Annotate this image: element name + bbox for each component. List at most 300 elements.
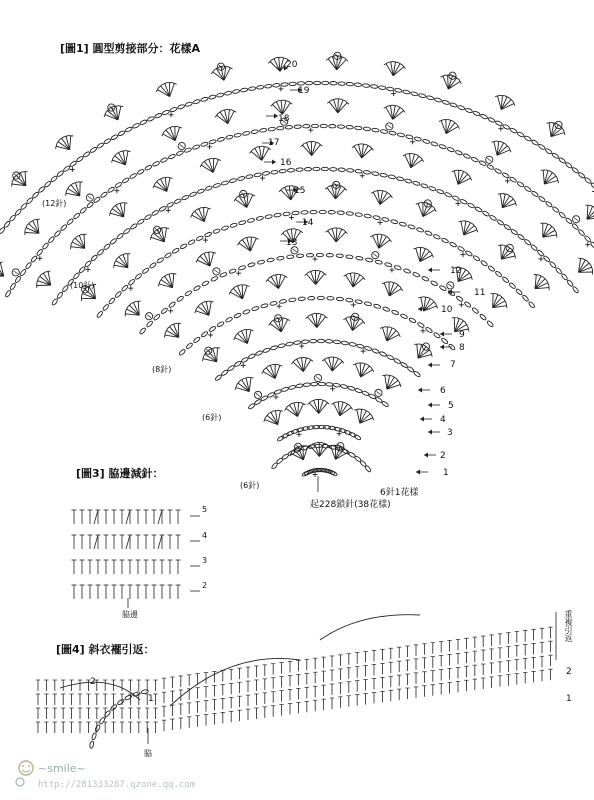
chain-stitch [193, 336, 201, 343]
chain-stitch [200, 97, 208, 102]
chain-stitch [417, 322, 425, 329]
chain-stitch [137, 169, 145, 175]
double-crochet-stitch [266, 368, 275, 379]
double-crochet-stitch [161, 86, 170, 97]
chain-stitch [196, 235, 204, 241]
double-crochet-stitch [385, 375, 387, 389]
stitch-top [114, 263, 115, 268]
decrease-stitch [126, 510, 130, 524]
chain-stitch [281, 387, 289, 392]
chain-stitch [200, 142, 208, 147]
chain-stitch [247, 262, 255, 267]
chain-stitch [486, 320, 494, 327]
chain-stitch [515, 288, 523, 295]
chain-stitch [159, 206, 167, 212]
double-crochet-stitch [306, 274, 315, 285]
chain-stitch [296, 168, 303, 172]
chain-stitch [450, 102, 458, 108]
fig1-row-label-15: 15 [294, 186, 306, 196]
arrow-head-icon [418, 307, 422, 312]
chain-stitch [100, 191, 108, 198]
double-crochet-stitch [275, 365, 280, 378]
chain-stitch [217, 137, 225, 142]
chain-stitch [122, 177, 130, 184]
double-crochet-stitch [243, 286, 248, 299]
double-crochet-stitch [458, 174, 468, 184]
fig1-row-label-9: 9 [459, 330, 465, 340]
chain-stitch [205, 185, 213, 191]
chain-stitch [305, 81, 312, 85]
stitch-top [503, 194, 508, 195]
chain-stitch [378, 85, 386, 89]
chain-stitch [552, 206, 560, 213]
chain-stitch [403, 268, 411, 274]
chain-stitch [452, 195, 460, 201]
chain-stitch [298, 297, 305, 301]
double-crochet-stitch [307, 143, 312, 156]
chain-stitch [152, 161, 160, 167]
chain-stitch [488, 117, 496, 123]
chain-stitch [240, 88, 248, 93]
chain-stitch [407, 366, 415, 373]
chain-stitch [97, 249, 105, 256]
chain-stitch [340, 384, 348, 389]
arrow-head-icon [428, 268, 432, 273]
chain-stitch [584, 235, 591, 243]
stitch-top [384, 62, 388, 65]
chain-stitch [394, 265, 402, 271]
chain-stitch [473, 255, 481, 262]
chain-stitch [217, 321, 225, 328]
chain-stitch [441, 238, 449, 244]
double-crochet-stitch [29, 224, 39, 234]
double-crochet-stitch [108, 111, 118, 120]
double-crochet-stitch [210, 253, 214, 266]
stitch-top [496, 141, 501, 142]
double-crochet-stitch [500, 194, 502, 208]
chain-stitch [346, 211, 354, 215]
chain-stitch [278, 343, 286, 348]
chain-stitch [584, 177, 592, 184]
chain-stitch [321, 167, 328, 171]
chain-stitch [154, 113, 162, 119]
stitch-top [546, 170, 551, 171]
chain-stitch [472, 307, 480, 314]
double-crochet-stitch [126, 151, 128, 165]
stitch-top [273, 410, 278, 411]
double-crochet-stitch [278, 411, 281, 425]
stitch-top [204, 301, 209, 302]
stitch-top [309, 358, 313, 361]
stitch-top [356, 144, 361, 145]
stitch-top [384, 235, 388, 238]
stitch-top [375, 234, 380, 235]
double-crochet-stitch [293, 362, 303, 371]
chain-stitch [471, 157, 479, 163]
chain-stitch [90, 254, 98, 261]
stitch-top [165, 333, 166, 338]
double-crochet-stitch [389, 285, 398, 296]
stitch-top [35, 219, 40, 220]
stitch-top [412, 154, 417, 155]
chain-stitch [496, 219, 504, 226]
double-crochet-stitch [195, 211, 205, 221]
stitch-top [326, 57, 330, 60]
double-crochet-stitch [454, 171, 458, 184]
fig1-row-label-13: 13 [286, 238, 298, 248]
chain-stitch [125, 126, 133, 132]
chain-stitch [251, 129, 259, 134]
chain-stitch [118, 130, 126, 136]
stitch-top [289, 229, 294, 230]
stitch-top [111, 207, 114, 211]
chain-stitch [338, 82, 345, 86]
chain-stitch [83, 151, 91, 158]
double-crochet-stitch [384, 283, 389, 296]
stitch-top [336, 402, 341, 403]
chain-stitch [76, 156, 84, 163]
chain-stitch [465, 250, 473, 257]
chain-stitch [517, 181, 525, 188]
chain-stitch [234, 361, 242, 368]
chain-stitch [281, 82, 288, 86]
stitch-top [392, 376, 396, 379]
chain-stitch [486, 164, 494, 170]
chain-stitch [274, 213, 282, 217]
chain-stitch [303, 383, 311, 387]
chain-stitch [346, 125, 353, 129]
chain-stitch [380, 173, 388, 178]
chain-stitch [467, 202, 475, 208]
chain-stitch [91, 732, 97, 740]
picot-mark [557, 123, 561, 126]
fig1-row-label-3: 3 [447, 428, 453, 438]
chain-stitch [289, 82, 296, 86]
chain-stitch [9, 214, 16, 222]
chain-stitch [215, 374, 223, 381]
chain-stitch [346, 168, 353, 172]
chain-stitch [341, 341, 349, 345]
chain-stitch [210, 276, 218, 282]
double-crochet-stitch [420, 251, 429, 261]
stitch-top [118, 106, 123, 107]
chain-stitch [363, 127, 371, 131]
chain-stitch [139, 119, 147, 125]
stitch-top [167, 274, 172, 275]
chain-stitch [274, 389, 282, 395]
stitch-top [354, 409, 359, 410]
chain-stitch [502, 276, 510, 283]
chain-stitch [254, 173, 262, 178]
double-crochet-stitch [314, 400, 319, 413]
chain-stitch [142, 267, 150, 274]
stitch-top [218, 111, 222, 114]
chain-stitch [242, 131, 250, 136]
chain-stitch [380, 129, 388, 134]
double-crochet-stitch [334, 100, 338, 113]
double-crochet-stitch [217, 348, 218, 362]
double-crochet-stitch [328, 59, 337, 70]
fig3-edge-label: 脇邊 [122, 610, 138, 619]
chain-stitch [555, 267, 562, 275]
chain-stitch [256, 216, 264, 221]
chain-stitch [296, 383, 304, 388]
picot-mark [424, 345, 428, 348]
chain-stitch [216, 93, 224, 98]
stitch-top [279, 100, 284, 101]
stitch-top [66, 191, 67, 196]
double-crochet-stitch [272, 105, 282, 115]
chain-stitch [549, 261, 557, 268]
double-crochet-stitch [130, 305, 140, 315]
fig1-row-label-10: 10 [441, 305, 453, 315]
double-crochet-stitch [281, 190, 291, 200]
stitch-top [418, 297, 423, 298]
chain-stitch [73, 272, 80, 280]
chain-stitch [168, 154, 176, 160]
double-crochet-stitch [166, 130, 175, 140]
chain-stitch [524, 135, 532, 142]
stitch-top [287, 404, 291, 407]
chain-stitch [232, 89, 240, 94]
stitch-top [387, 375, 392, 376]
double-crochet-stitch [303, 446, 304, 460]
chain-stitch [297, 82, 304, 86]
chain-stitch [565, 217, 573, 224]
decrease-stitch [158, 510, 162, 524]
fig1-row-label-5: 5 [448, 401, 454, 411]
chain-stitch [349, 342, 357, 347]
fig1-title: [圖1] 圓型剪接部分：花樣A [60, 42, 201, 55]
chain-stitch [246, 174, 254, 179]
picot-mark [316, 377, 320, 380]
double-crochet-stitch [338, 103, 347, 113]
fig3-title: [圖3] 脇邊減針： [76, 467, 164, 480]
chain-stitch [373, 215, 381, 220]
stitch-top [393, 105, 398, 106]
stitch-top [465, 322, 468, 326]
chain-stitch [176, 295, 184, 302]
chain-stitch [238, 265, 246, 271]
stitch-top [211, 252, 216, 253]
chain-stitch [251, 306, 259, 312]
chain-stitch [135, 273, 143, 280]
chain-stitch [96, 311, 103, 319]
chain-stitch [561, 273, 568, 281]
double-crochet-stitch [164, 228, 166, 242]
chain-stitch [116, 233, 124, 240]
chain-stitch [397, 132, 405, 137]
double-crochet-stitch [308, 317, 317, 328]
chain-stitch [38, 186, 46, 193]
fig3-row-label-4: 4 [202, 531, 208, 540]
chain-stitch [578, 229, 586, 236]
chain-stitch [229, 178, 237, 183]
chain-stitch [306, 253, 313, 257]
chain-stitch [287, 168, 294, 172]
chain-stitch [399, 222, 407, 227]
stitch-top [361, 144, 366, 145]
chain-stitch [389, 131, 397, 136]
chain-stitch [355, 126, 363, 130]
chain-stitch [185, 101, 193, 106]
stitch-top [206, 252, 211, 253]
stitch-top [299, 230, 303, 233]
chain-stitch [413, 371, 421, 378]
fig1-stitch-count-12: (12針) [42, 199, 67, 208]
chain-stitch [495, 120, 503, 126]
chain-stitch [503, 224, 511, 231]
chain-stitch [538, 195, 546, 202]
chain-stitch [107, 186, 115, 193]
chain-stitch [248, 353, 256, 359]
double-crochet-stitch [16, 176, 26, 186]
fig1-row-label-12: 12 [450, 266, 462, 276]
chain-stitch [308, 296, 315, 300]
stitch-top [299, 357, 304, 358]
chain-stitch [160, 157, 168, 163]
chain-stitch [530, 244, 538, 251]
fig1-stitch-count-8: (8針) [152, 365, 172, 374]
stitch-top [555, 174, 558, 178]
chain-stitch [123, 228, 131, 235]
chain-stitch [326, 382, 333, 386]
double-crochet-stitch [535, 279, 545, 289]
fig1-row-label-19: 19 [298, 86, 310, 96]
double-crochet-stitch [383, 328, 387, 341]
stitch-top [459, 79, 462, 83]
stitch-top [237, 381, 240, 385]
chain-stitch [296, 254, 303, 258]
double-crochet-stitch [360, 414, 370, 423]
chain-stitch [571, 167, 579, 174]
chain-stitch [78, 266, 85, 274]
arrow-head-icon [424, 453, 428, 458]
stitch-top [468, 271, 471, 275]
fig1-row-label-8: 8 [459, 343, 465, 353]
chain-stitch [336, 297, 343, 301]
chain-stitch [260, 303, 268, 308]
chain-stitch [256, 85, 264, 89]
stitch-top [371, 368, 374, 372]
chain-stitch [489, 215, 497, 222]
fig1-row-label-20: 20 [286, 60, 298, 70]
double-crochet-stitch [493, 297, 502, 307]
stitch-top [287, 186, 292, 187]
chain-stitch [310, 339, 317, 343]
arrow-head-icon [428, 403, 432, 408]
chain-stitch [338, 168, 345, 172]
chain-stitch [337, 211, 344, 215]
stitch-top [359, 409, 364, 410]
chain-stitch [277, 126, 285, 130]
stitch-top [547, 123, 552, 124]
double-crochet-stitch [337, 60, 346, 70]
chain-stitch [225, 317, 233, 323]
double-crochet-stitch [205, 162, 214, 173]
chain-stitch [394, 88, 402, 93]
double-crochet-stitch [209, 302, 211, 316]
fig3-row-label-5: 5 [202, 505, 208, 514]
watermark-text: ~smile~ [38, 762, 86, 775]
double-crochet-stitch [200, 256, 210, 266]
double-crochet-stitch [336, 232, 346, 242]
stitch-top [495, 95, 500, 96]
stitch-top [327, 100, 331, 103]
stitch-top [556, 232, 557, 237]
chain-stitch [156, 257, 164, 264]
chain-stitch [364, 346, 372, 351]
chain-stitch [409, 317, 417, 323]
chain-stitch [464, 301, 472, 308]
stitch-top [554, 228, 557, 232]
stitch-top [158, 282, 159, 287]
stitch-top [385, 191, 389, 194]
chain-stitch [457, 105, 465, 111]
chain-stitch [510, 127, 518, 133]
chain-stitch [213, 228, 221, 234]
chain-stitch [524, 186, 532, 193]
stitch-top [380, 190, 385, 191]
double-crochet-stitch [423, 206, 432, 217]
chain-stitch [372, 348, 380, 354]
double-crochet-stitch [233, 288, 242, 299]
chain-stitch [382, 306, 390, 312]
chain-stitch [457, 246, 465, 252]
chain-stitch [147, 116, 155, 122]
chain-stitch [132, 123, 140, 129]
chain-stitch [449, 241, 457, 247]
chain-stitch [390, 219, 398, 224]
double-crochet-stitch [173, 274, 174, 288]
chain-stitch [224, 91, 232, 96]
chain-stitch [14, 209, 21, 217]
stitch-top [389, 238, 392, 242]
chain-stitch [311, 382, 318, 386]
picot-mark [256, 393, 260, 396]
chain-stitch [227, 365, 235, 372]
chain-stitch [117, 699, 125, 706]
chain-stitch [317, 339, 324, 342]
double-crochet-stitch [549, 123, 551, 137]
chain-stitch [301, 340, 308, 344]
chain-stitch [572, 223, 580, 230]
chain-stitch [277, 256, 285, 261]
stitch-top [200, 163, 203, 167]
chain-stitch [48, 236, 55, 244]
chain-stitch [208, 326, 216, 333]
double-crochet-stitch [335, 189, 345, 199]
chain-stitch [494, 168, 502, 174]
chain-stitch [502, 172, 510, 179]
chain-stitch [189, 191, 197, 197]
stitch-top [276, 57, 281, 58]
stitch-top [331, 357, 336, 358]
decrease-stitch [126, 535, 130, 549]
chain-stitch [363, 170, 371, 174]
chain-stitch [444, 192, 452, 198]
chain-stitch [124, 694, 132, 700]
stitch-top [380, 234, 385, 235]
double-crochet-stitch [270, 62, 280, 72]
stitch-top [498, 194, 503, 195]
chain-stitch [480, 114, 488, 120]
stitch-top [116, 152, 120, 155]
chain-stitch [418, 93, 426, 98]
chain-stitch [178, 349, 186, 356]
chain-stitch [51, 298, 58, 306]
double-crochet-stitch [204, 208, 205, 222]
